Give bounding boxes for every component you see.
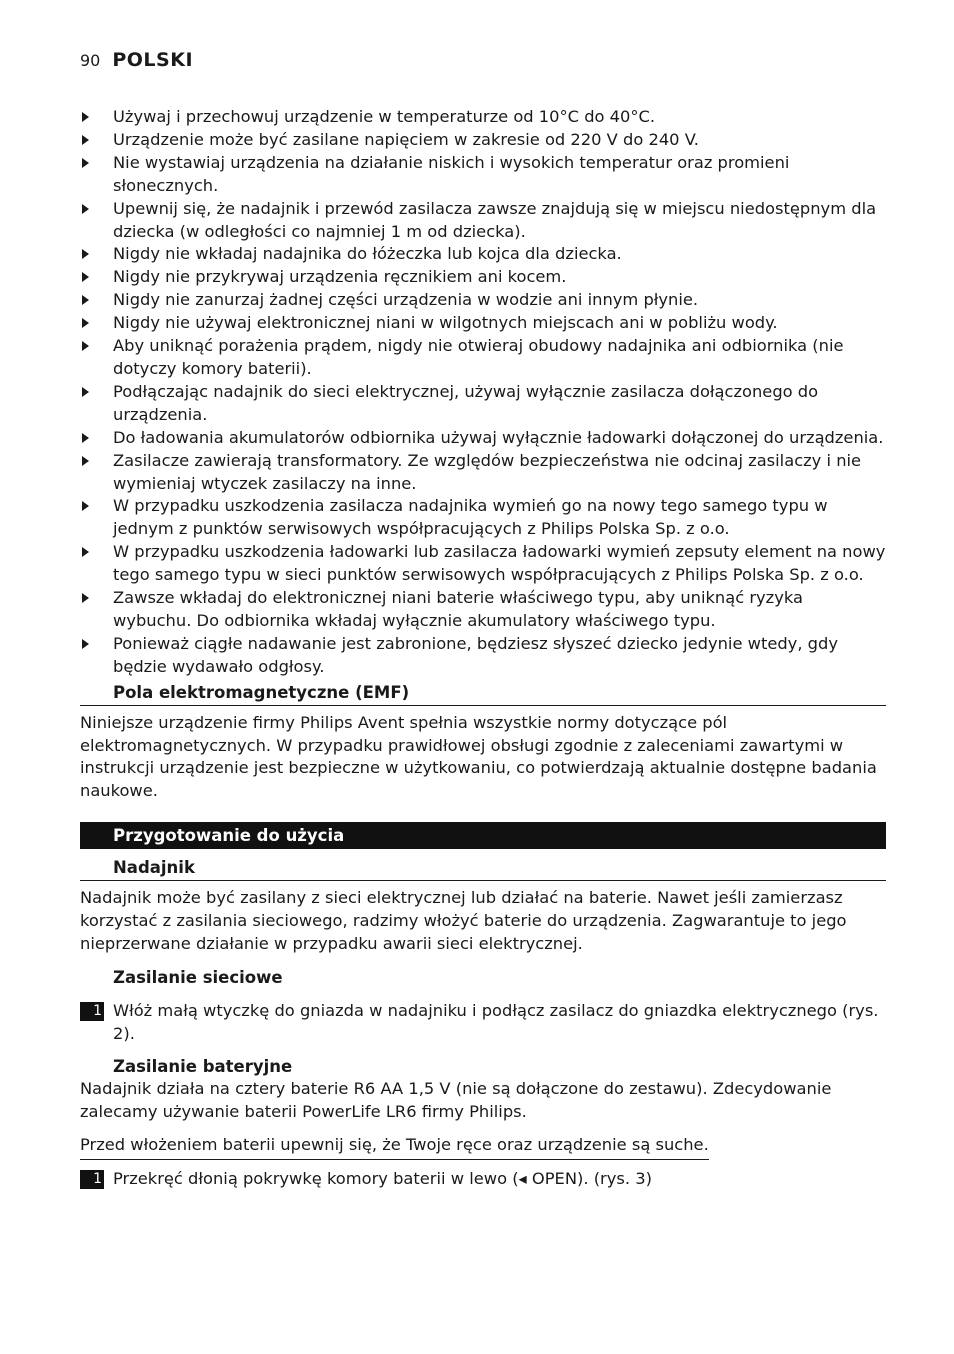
battery-step	[80, 1168, 886, 1191]
safety-bullet: Urządzenie może być zasilane napięciem w zakresie od 220 V do 240 V.	[80, 129, 886, 152]
page-header	[80, 49, 193, 73]
mains-step-text: Włóż małą wtyczkę do gniazda w nadajniku i podłącz zasilacz do gniazdka elektrycznego (rys. 2).	[113, 1001, 879, 1043]
bullet-arrow-icon	[82, 272, 89, 282]
bullet-arrow-icon	[82, 295, 89, 305]
bullet-arrow-icon	[82, 547, 89, 557]
page-content	[80, 106, 886, 1190]
bullet-arrow-icon	[82, 112, 89, 122]
safety-bullet: W przypadku uszkodzenia zasilacza nadajnika wymień go na nowy tego samego typu w jednym z punktów serwisowych współpracujących z Philips Polska Sp. z o.o.	[80, 495, 886, 541]
emf-text: Niniejsze urządzenie firmy Philips Avent spełnia wszystkie normy dotyczące pól elektromagnetycznych. W przypadku prawidłowej obsługi zgodnie z zaleceniami zawartymi w instrukcji urządzenie jest bezpieczne w użytkowaniu, co potwierdzają aktualnie dostępne badania naukowe.	[80, 712, 877, 801]
bullet-arrow-icon	[82, 501, 89, 511]
safety-bullet: Upewnij się, że nadajnik i przewód zasilacza zawsze znajdują się w miejscu niedostępnym dla dziecka (w odległości co najmniej 1 m od dziecka).	[80, 198, 886, 244]
bullet-arrow-icon	[82, 249, 89, 259]
battery-warning: Przed włożeniem baterii upewnij się, że Twoje ręce oraz urządzenie są suche.	[80, 1134, 709, 1160]
safety-bullet: Aby uniknąć porażenia prądem, nigdy nie otwieraj obudowy nadajnika ani odbiornika (nie dotyczy komory baterii).	[80, 335, 886, 381]
battery-text: Nadajnik działa na cztery baterie R6 AA 1,5 V (nie są dołączone do zestawu). Zdecydowanie zalecamy używanie baterii PowerLife LR6 firmy Philips.	[80, 1078, 832, 1121]
safety-bullet: Ponieważ ciągłe nadawanie jest zabronione, będziesz słyszeć dziecko jedynie wtedy, gdy będzie wydawało odgłosy.	[80, 633, 886, 679]
mains-heading: Zasilanie sieciowe	[113, 968, 283, 987]
bullet-arrow-icon	[82, 639, 89, 649]
bullet-arrow-icon	[82, 593, 89, 603]
bullet-arrow-icon	[82, 135, 89, 145]
step-number-badge: 1	[80, 1170, 104, 1189]
safety-bullet: Nigdy nie przykrywaj urządzenia ręcznikiem ani kocem.	[80, 266, 886, 289]
emf-heading: Pola elektromagnetyczne (EMF)	[80, 681, 886, 706]
battery-warning-wrap	[80, 1134, 886, 1160]
safety-bullet: Nigdy nie zanurzaj żadnej części urządzenia w wodzie ani innym płynie.	[80, 289, 886, 312]
safety-bullet: Podłączając nadajnik do sieci elektrycznej, używaj wyłącznie zasilacza dołączonego do urządzenia.	[80, 381, 886, 427]
safety-bullet: Zawsze wkładaj do elektronicznej niani baterie właściwego typu, aby uniknąć ryzyka wybuchu. Do odbiornika wkładaj wyłącznie akumulatory właściwego typu.	[80, 587, 886, 633]
safety-bullet: Zasilacze zawierają transformatory. Ze względów bezpieczeństwa nie odcinaj zasilaczy i nie wymieniaj wtyczek zasilaczy na inne.	[80, 450, 886, 496]
bullet-arrow-icon	[82, 433, 89, 443]
bullet-arrow-icon	[82, 318, 89, 328]
step-number-badge: 1	[80, 1002, 104, 1021]
bullet-arrow-icon	[82, 456, 89, 466]
prep-section-title: Przygotowanie do użycia	[80, 822, 886, 849]
safety-bullet: Używaj i przechowuj urządzenie w temperaturze od 10°C do 40°C.	[80, 106, 886, 129]
safety-bullet: Nigdy nie wkładaj nadajnika do łóżeczka lub kojca dla dziecka.	[80, 243, 886, 266]
transmitter-text: Nadajnik może być zasilany z sieci elektrycznej lub działać na baterie. Nawet jeśli zamierzasz korzystać z zasilania sieciowego, radzimy włożyć baterie do urządzenia. Zagwarantuje to jego nieprzerwane działanie w przypadku awarii sieci elektrycznej.	[80, 888, 847, 954]
page-number: 90	[80, 51, 101, 70]
bullet-arrow-icon	[82, 341, 89, 351]
safety-bullet-list	[80, 106, 886, 679]
language-label: POLSKI	[112, 49, 194, 71]
battery-heading: Zasilanie bateryjne	[113, 1056, 293, 1076]
transmitter-heading: Nadajnik	[80, 856, 886, 881]
safety-bullet: W przypadku uszkodzenia ładowarki lub zasilacza ładowarki wymień zepsuty element na nowy tego samego typu w sieci punktów serwisowych współpracujących z Philips Polska Sp. z o.o.	[80, 541, 886, 587]
bullet-arrow-icon	[82, 158, 89, 168]
bullet-arrow-icon	[82, 204, 89, 214]
battery-step-text: Przekręć dłonią pokrywkę komory baterii w lewo (◂ OPEN). (rys. 3)	[113, 1168, 652, 1188]
safety-bullet: Do ładowania akumulatorów odbiornika używaj wyłącznie ładowarki dołączonej do urządzenia.	[80, 427, 886, 450]
safety-bullet: Nigdy nie używaj elektronicznej niani w wilgotnych miejscach ani w pobliżu wody.	[80, 312, 886, 335]
mains-step	[80, 1000, 886, 1046]
safety-bullet: Nie wystawiaj urządzenia na działanie niskich i wysokich temperatur oraz promieni słonecznych.	[80, 152, 886, 198]
bullet-arrow-icon	[82, 387, 89, 397]
